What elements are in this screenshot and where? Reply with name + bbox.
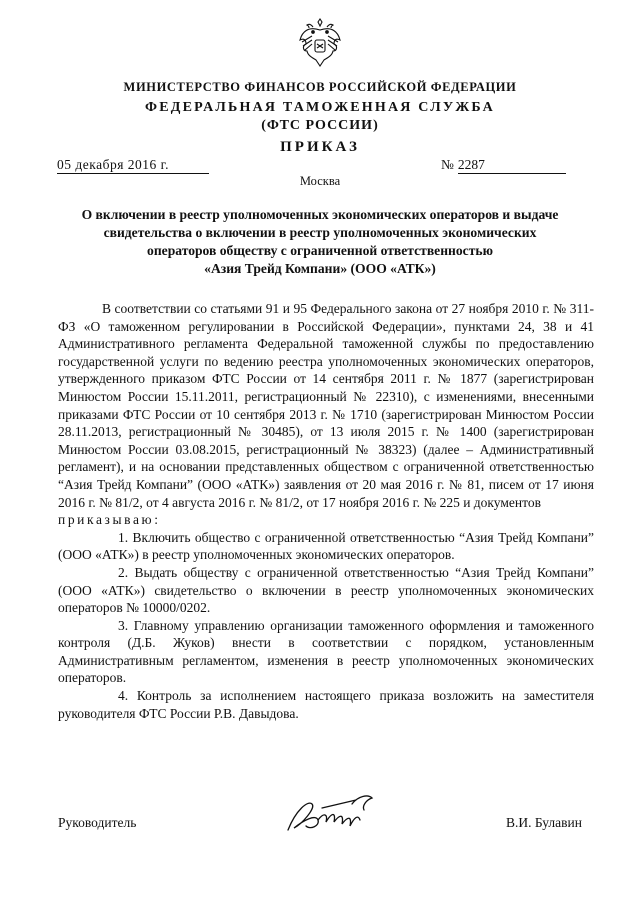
order-title-line: «Азия Трейд Компани» (ООО «АТК») <box>204 261 436 276</box>
coat-of-arms-icon <box>298 18 342 68</box>
order-body <box>58 300 594 722</box>
order-title <box>50 206 590 278</box>
preamble-paragraph: В соответствии со статьями 91 и 95 Федерального закона от 27 ноября 2010 г. № 311-ФЗ «О таможенном регулировании в Российской Федерации», пунктами 24, 38 и 41 Административного регламента Федеральной таможенной службы по предоставлению государственной услуги по ведению реестра уполномоченных экономических операторов, утвержденного приказом ФТС России от 14 сентября 2011 г. № 1877 (зарегистрирован Минюстом России 15.11.2011, регистрационный № 22310), с изменениями, внесенными приказами ФТС России от 10 сентября 2013 г. № 1710 (зарегистрирован Минюстом России 28.11.2013, регистрационный № 30485), от 13 июля 2015 г. № 1400 (зарегистрирован Минюстом России 03.08.2015, регистрационный № 38323) (далее – Административный регламент), и на основании представленных обществом с ограниченной ответственностью “Азия Трейд Компани” (ООО «АТК») заявления от 20 мая 2016 г. № 81, писем от 17 июня 2016 г. № 81/2, от 4 августа 2016 г. № 81/2, от 17 ноября 2016 г. № 225 и документов <box>58 301 594 510</box>
handwritten-signature <box>282 790 382 840</box>
order-item: 4. Контроль за исполнением настоящего приказа возложить на заместителя руководителя ФТС России Р.В. Давыдова. <box>58 688 594 721</box>
order-item: 1. Включить общество с ограниченной ответственностью “Азия Трейд Компани” (ООО «АТК») в реестр уполномоченных экономических операторов. <box>58 529 594 563</box>
order-title-line: операторов обществу с ограниченной ответственностью <box>147 243 493 258</box>
order-item: 2. Выдать обществу с ограниченной ответственностью “Азия Трейд Компани” (ООО «АТК») свидетельство о включении в реестр уполномоченных экономических операторов № 10000/0202. <box>58 564 594 616</box>
order-directive: приказываю: <box>58 512 161 528</box>
signatory-position: Руководитель <box>58 815 137 830</box>
ministry-name: МИНИСТЕРСТВО ФИНАНСОВ РОССИЙСКОЙ ФЕДЕРАЦИИ <box>123 80 517 94</box>
order-city: Москва <box>299 174 341 188</box>
order-item: 3. Главному управлению организации таможенного оформления и таможенного контроля (Д.Б. Жуков) внести в соответствии с порядком, установленным Административным регламентом, изменения в реестр уполномоченных экономических операторов. <box>58 617 594 686</box>
signatory-name: В.И. Булавин <box>505 815 582 830</box>
service-short-name: (ФТС РОССИИ) <box>261 118 379 133</box>
order-title-line: свидетельства о включении в реестр уполномоченных экономических <box>103 225 537 240</box>
service-name: ФЕДЕРАЛЬНАЯ ТАМОЖЕННАЯ СЛУЖБА <box>145 100 495 115</box>
document-type: ПРИКАЗ <box>280 139 360 155</box>
order-title-line: О включении в реестр уполномоченных экономических операторов и выдаче <box>81 207 559 222</box>
order-number-value: 2287 <box>458 156 566 174</box>
order-number <box>441 156 587 174</box>
order-number-label: № <box>441 157 454 172</box>
order-date: 05 декабря 2016 г. <box>57 156 209 174</box>
